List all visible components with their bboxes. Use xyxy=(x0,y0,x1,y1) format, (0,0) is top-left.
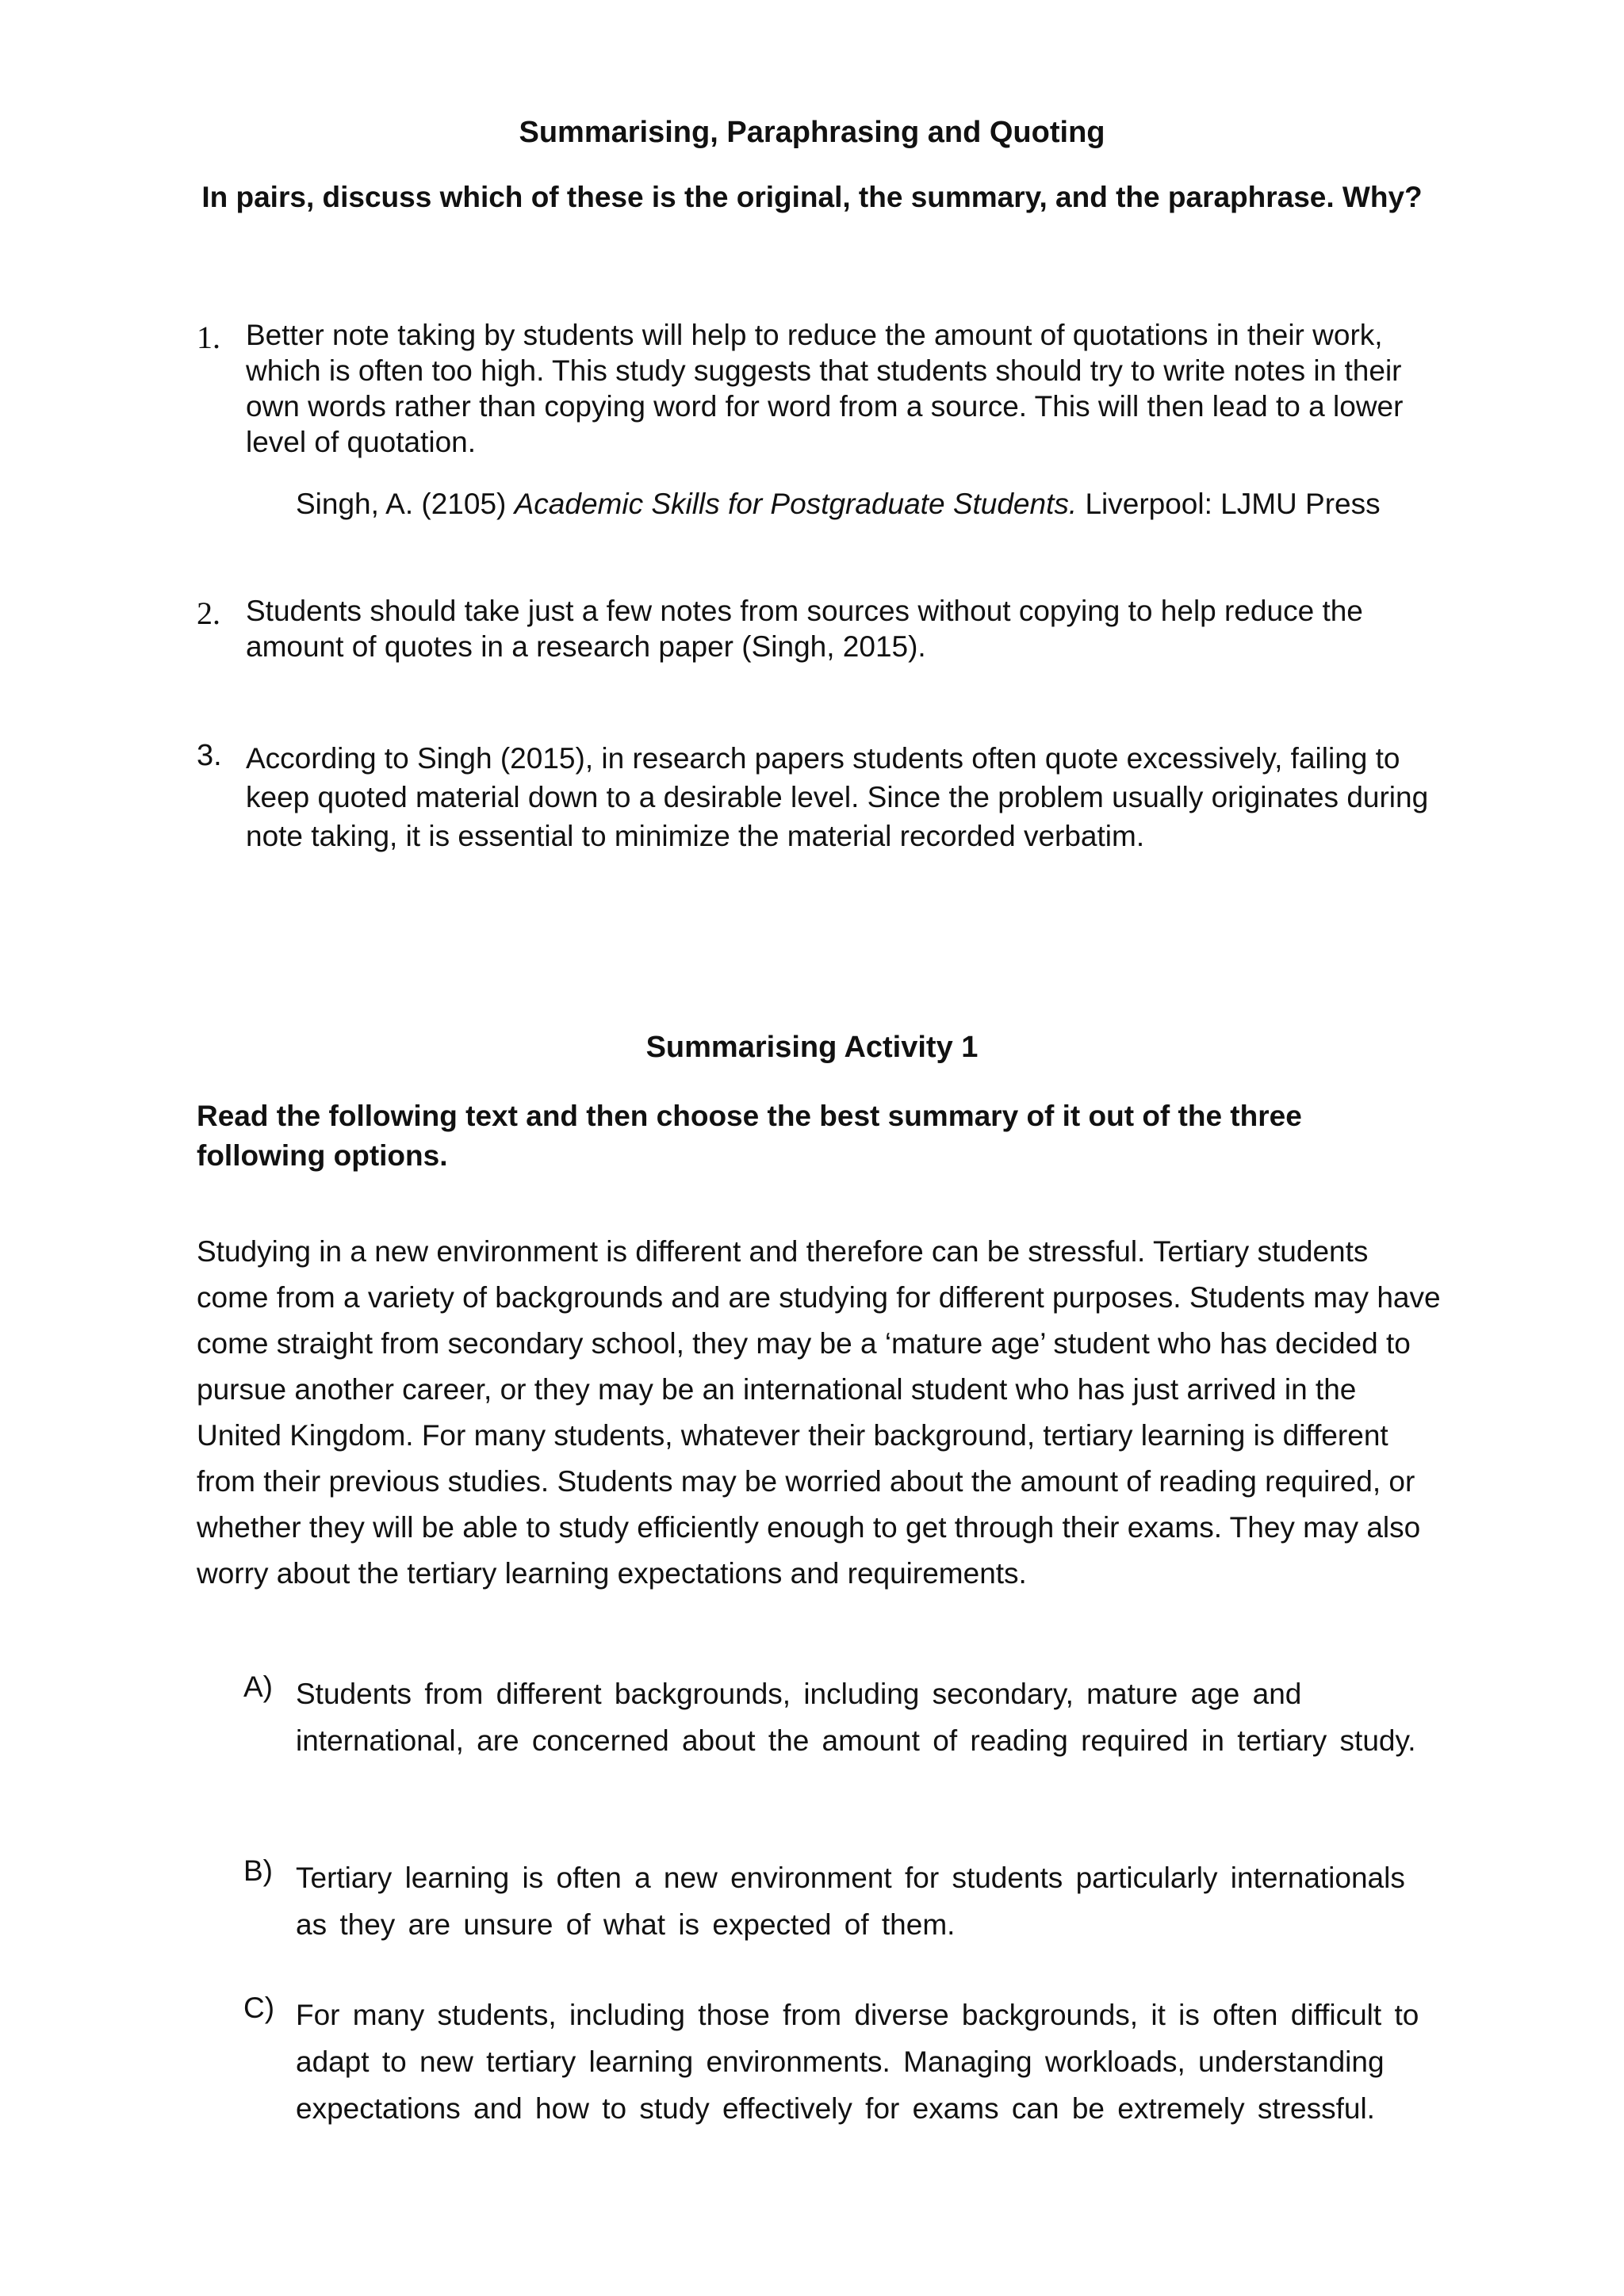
option-text: For many students, including those from diverse backgrounds, it is often difficult to adapt to new tertiary learning environments. Managing workloads, understanding expectations and how to study effectively for exams can be extremely stressful. xyxy=(296,1999,1419,2125)
passage-text: Students should take just a few notes from sources without copying to help reduce the amount of quotes in a research paper (Singh, 2015). xyxy=(246,595,1363,663)
option-letter: A) xyxy=(243,1670,273,1703)
citation-title: Academic Skills for Postgraduate Students. xyxy=(514,488,1078,520)
page-title: Summarising, Paraphrasing and Quoting xyxy=(519,116,1105,149)
discussion-prompt: In pairs, discuss which of these is the original, the summary, and the paraphrase. Why? xyxy=(201,181,1423,213)
option-letter: B) xyxy=(243,1854,273,1887)
passage-item-3 xyxy=(197,739,1459,855)
citation-author: Singh, A. (2105) xyxy=(296,488,507,520)
citation-publisher: Liverpool: LJMU Press xyxy=(1085,488,1381,520)
option-text: Tertiary learning is often a new environment for students particularly internationals as they are unsure of what is expected of them. xyxy=(296,1862,1405,1941)
item-number: 1. xyxy=(197,320,220,355)
passage-text: According to Singh (2015), in research papers students often quote excessively, failing to keep quoted material down to a desirable level. Since the problem usually originates during note taking, it is essential to minimize the material recorded verbatim. xyxy=(246,742,1429,852)
activity-passage: Studying in a new environment is different and therefore can be stressful. Tertiary students come from a variety of backgrounds and are studying for different purposes. Students may have come straight from secondary school, they may be a ‘mature age’ student who has decided to pursue another career, or they may be an international student who has just arrived in the United Kingdom. For many students, whatever their background, tertiary learning is different from their previous studies. Students may be worried about the amount of reading required, or whether they will be able to study efficiently enough to get through their exams. They may also worry about the tertiary learning expectations and requirements. xyxy=(197,1235,1441,1590)
item-number: 2. xyxy=(197,595,220,631)
passage-item-1 xyxy=(197,317,1459,460)
passage-item-2 xyxy=(197,593,1459,664)
option-a xyxy=(243,1670,1422,1764)
passage-text: Better note taking by students will help to reduce the amount of quotations in their work, which is often too high. This study suggests that students should try to write notes in their own words rather than copying word for word from a source. This will then lead to a lower level of quotation. xyxy=(246,319,1404,458)
activity-instruction: Read the following text and then choose the best summary of it out of the three following options. xyxy=(197,1100,1302,1172)
option-b xyxy=(243,1854,1422,1948)
option-text: Students from different backgrounds, including secondary, mature age and international, are concerned about the amount of reading required in tertiary study. xyxy=(296,1678,1416,1757)
item-number: 3. xyxy=(197,739,222,772)
activity-title: Summarising Activity 1 xyxy=(645,1031,979,1064)
option-letter: C) xyxy=(243,1992,275,2024)
option-c xyxy=(243,1992,1422,2132)
citation xyxy=(296,488,1381,521)
